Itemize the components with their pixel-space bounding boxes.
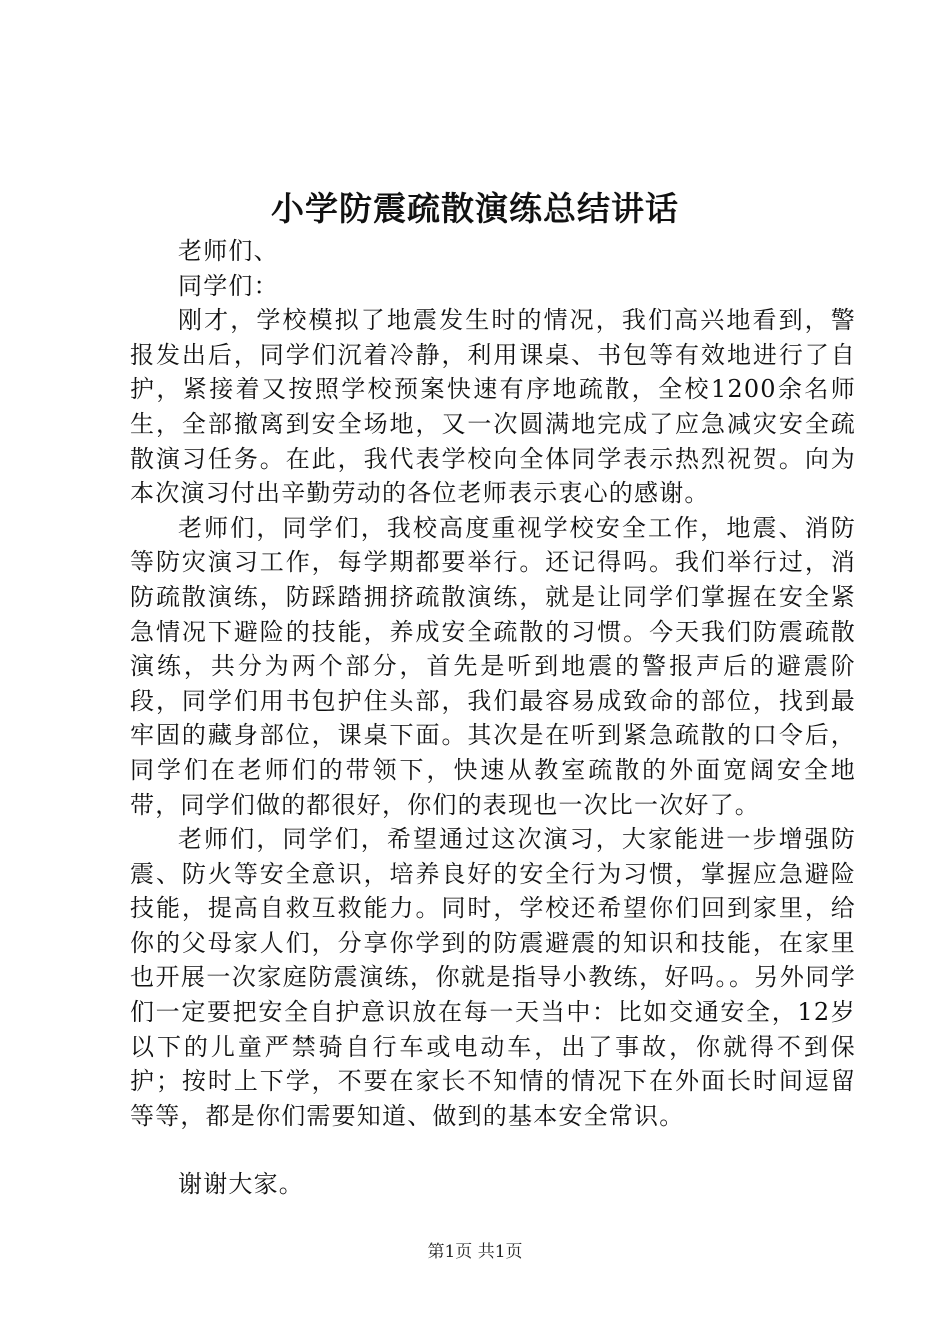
salutation-students: 同学们： xyxy=(178,271,279,300)
document-body xyxy=(130,234,856,1202)
salutation-teachers: 老师们、 xyxy=(178,237,279,265)
paragraph-2: 老师们，同学们，我校高度重视学校安全工作，地震、消防等防灾演习工作，每学期都要举行。还记得吗。我们举行过，消防疏散演练，防踩踏拥挤疏散演练，就是让同学们掌握在安全紧急情况下避险的技能，养成安全疏散的习惯。今天我们防震疏散演练，共分为两个部分，首先是听到地震的警报声后的避震阶段，同学们用书包护住头部，我们最容易成致命的部位，找到最牢固的藏身部位，课桌下面。其次是在听到紧急疏散的口令后，同学们在老师们的带领下，快速从教室疏散的外面宽阔安全地带，同学们做的都很好，你们的表现也一次比一次好了。 xyxy=(130,513,856,819)
paragraph-1: 刚才，学校模拟了地震发生时的情况，我们高兴地看到，警报发出后，同学们沉着冷静，利用课桌、书包等有效地进行了自护，紧接着又按照学校预案快速有序地疏散，全校1200余名师生，全部撤离到安全场地，又一次圆满地完成了应急减灾安全疏散演习任务。在此，我代表学校向全体同学表示热烈祝贺。向为本次演习付出辛勤劳动的各位老师表示衷心的感谢。 xyxy=(130,306,856,508)
closing-line: 谢谢大家。 xyxy=(178,1170,304,1199)
page-footer: 第1页 共1页 xyxy=(427,1242,523,1262)
paragraph-3: 老师们，同学们，希望通过这次演习，大家能进一步增强防震、防火等安全意识，培养良好的安全行为习惯，掌握应急避险技能，提高自救互救能力。同时，学校还希望你们回到家里，给你的父母家人们，分享你学到的防震避震的知识和技能，在家里也开展一次家庭防震演练，你就是指导小教练，好吗。。另外同学们一定要把安全自护意识放在每一天当中：比如交通安全，12岁以下的儿童严禁骑自行车或电动车，出了事故，你就得不到保护；按时上下学，不要在家长不知情的情况下在外面长时间逗留等等，都是你们需要知道、做到的基本安全常识。 xyxy=(130,825,856,1130)
document-title: 小学防震疏散演练总结讲话 xyxy=(271,189,679,228)
